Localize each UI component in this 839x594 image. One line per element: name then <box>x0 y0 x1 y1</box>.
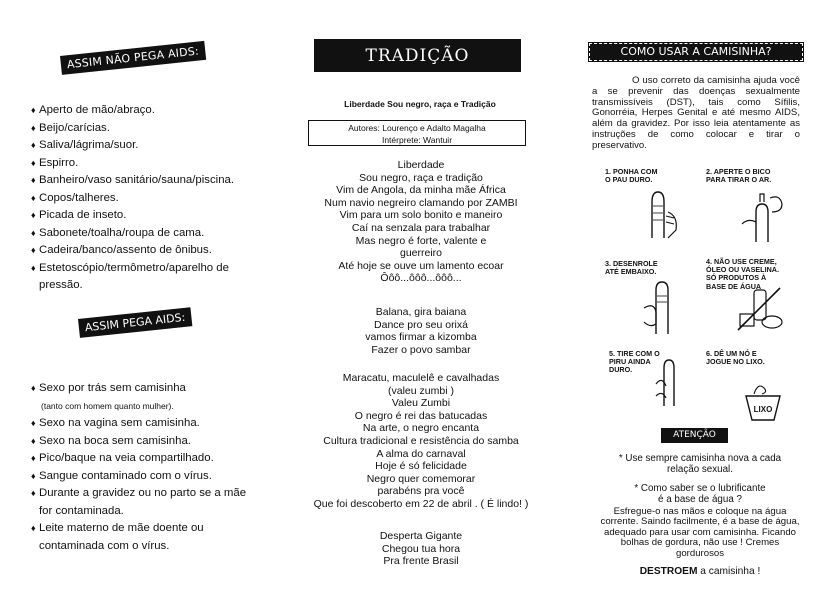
step-4-prohibited-products-icon <box>734 284 784 334</box>
list-item: ♦ Sexo na boca sem camisinha. <box>31 434 191 447</box>
lyric-line: Vim para um solo bonito e maneiro <box>339 209 503 222</box>
attention-banner: ATENÇÃO <box>661 428 728 443</box>
lyric-line: Num navio negreiro clamando por ZAMBI <box>324 196 518 209</box>
trash-can-icon <box>740 380 784 422</box>
list-item: ♦ Saliva/lágrima/suor. <box>31 139 139 151</box>
note-line: é a base de água ? <box>658 493 742 505</box>
step-4-text: 4. NÃO USE CREME, ÓLEO OU VASELINA. SÓ PRODUTOS À BASE DE ÁGUA <box>706 257 779 291</box>
intro-paragraph: O uso correto da camisinha ajuda você a se prevenir das doenças sexualmente transmissíveis (DST), tais como Sífilis, Gonorréia, Herpes Genital e até mesmo AIDS, além da gravidez. Por isso leia atentamente as instruções de como colocar e tirar o preservativo. <box>592 75 800 151</box>
lyric-line: guerreiro <box>399 247 443 260</box>
tradition-banner: TRADIÇÃO <box>314 39 521 72</box>
how-to-use-banner: COMO USAR A CAMISINHA? <box>589 43 803 61</box>
lyric-line: Liberdade <box>397 159 445 171</box>
song-subtitle: Liberdade Sou negro, raça e Tradição <box>344 99 496 109</box>
list-item: ♦ Sabonete/toalha/roupa de cama. <box>31 226 205 239</box>
lyric-line: Caí na senzala para trabalhar <box>351 221 491 234</box>
step-5-illustration-icon <box>652 356 686 408</box>
list-item: ♦ Durante a gravidez ou no parto se a mãe for contaminada. <box>31 487 247 517</box>
stanza-4 <box>288 530 554 568</box>
list-item: ♦ Beijo/carícias. <box>31 121 110 134</box>
list-item: ♦ Cadeira/banco/assento de ônibus. <box>31 244 212 256</box>
performer-line: Intérprete: Wantuir <box>381 135 453 145</box>
list-item: ♦ Copos/talheres. <box>31 191 119 204</box>
lyric-line: Dance pro seu orixá <box>374 318 468 331</box>
list-item: ♦ Espirro. <box>31 156 79 169</box>
step-5-text: 5. TIRE COM O PIRU AINDA DURO. <box>609 349 660 375</box>
authors-line: Autores: Lourenço e Adalto Magalha <box>348 123 486 133</box>
lyric-line: parabéns pra você <box>377 485 465 498</box>
trash-label: LIXO <box>753 405 773 414</box>
note-lubricant-question <box>610 484 790 505</box>
lyric-line: Fazer o povo sambar <box>371 343 471 356</box>
lyric-line: Até hoje se ouve um lamento ecoar <box>338 259 504 272</box>
stanza-3 <box>288 372 554 511</box>
step-2-illustration-icon <box>738 190 786 244</box>
no-risk-list <box>31 102 266 295</box>
lyric-line: Maracatu, maculelê e cavalhadas <box>342 372 500 384</box>
lyric-line: Na arte, o negro encanta <box>362 422 480 435</box>
list-item: ♦ Picada de inseto. <box>31 209 127 221</box>
step-3-text: 3. DESENROLE ATÉ EMBAIXO. <box>605 259 658 277</box>
lyric-line: Ôôô...ôôô...ôôô... <box>380 272 462 285</box>
step-1-illustration-icon <box>638 186 682 242</box>
note-lubricant-body: Esfregue-o nas mãos e coloque na água corrente. Saindo facilmente, é a base de água, adequado para usar com camisinha. Ficando bolhas de gordura, não use ! Cremes gordurosos <box>600 506 800 559</box>
closing-rest: a camisinha ! <box>697 566 761 577</box>
lyric-line: A alma do carnaval <box>376 447 466 460</box>
lyric-line: Cultura tradicional e resistência do samba <box>323 434 519 447</box>
lyric-line: Chegou tua hora <box>381 542 461 555</box>
stanza-2 <box>288 306 554 356</box>
step-2-text: 2. APERTE O BICO PARA TIRAR O AR. <box>706 167 772 185</box>
lyric-line: Mas negro é forte, valente e <box>355 234 487 247</box>
step-3-illustration-icon <box>640 278 684 336</box>
left-banner-no-risk: ASSIM NÃO PEGA AIDS: <box>60 41 206 75</box>
list-item: ♦ Sexo na vagina sem camisinha. <box>31 417 200 429</box>
note-line: * Como saber se o lubrificante <box>634 483 766 494</box>
list-item: ♦ Banheiro/vaso sanitário/sauna/piscina. <box>31 174 235 186</box>
credits-box <box>308 120 526 146</box>
lyric-line: Balana, gira baiana <box>375 306 467 318</box>
note-new-condom: * Use sempre camisinha nova a cada relação sexual. <box>618 453 782 475</box>
lyric-line: Vim de Angola, da minha mãe África <box>336 184 506 197</box>
lyric-line: Sou negro, raça e tradição <box>359 171 483 184</box>
list-item: ♦ Pico/baque na veia compartilhado. <box>31 452 214 464</box>
list-item: ♦ Sangue contaminado com o vírus. <box>31 469 212 482</box>
lyric-line: Desperta Gigante <box>379 530 463 542</box>
step-1-text: 1. PONHA COM O PAU DURO. <box>605 167 658 185</box>
stanza-1 <box>288 159 554 285</box>
lyric-line: vamos firmar a kizomba <box>365 331 477 344</box>
risk-list <box>31 380 266 555</box>
list-item: ♦ Estetoscópio/termômetro/aparelho de pressão. <box>31 261 229 291</box>
closing-warning <box>600 567 800 578</box>
lyric-line: Negro quer comemorar <box>366 472 476 485</box>
closing-bold: DESTROEM <box>639 566 698 577</box>
lyric-line: Que foi descoberto em 22 de abril . ( É lindo! ) <box>313 497 529 510</box>
lyric-line: Valeu Zumbi <box>391 397 451 410</box>
step-6-text: 6. DÊ UM NÓ E JOGUE NO LIXO. <box>706 349 765 367</box>
list-item: ♦ Leite materno de mãe doente ou contaminada com o vírus. <box>31 522 204 552</box>
lyric-line: Hoje é só felicidade <box>375 460 467 473</box>
list-item: ♦ Sexo por trás sem camisinha (tanto com homem quanto mulher). <box>31 382 186 411</box>
lyric-line: Pra frente Brasil <box>383 555 459 568</box>
list-item: ♦ Aperto de mão/abraço. <box>31 104 155 116</box>
left-banner-risk: ASSIM PEGA AIDS: <box>78 307 192 338</box>
lyric-line: (valeu zumbi ) <box>388 384 454 397</box>
lyric-line: O negro é rei das batucadas <box>354 409 488 422</box>
